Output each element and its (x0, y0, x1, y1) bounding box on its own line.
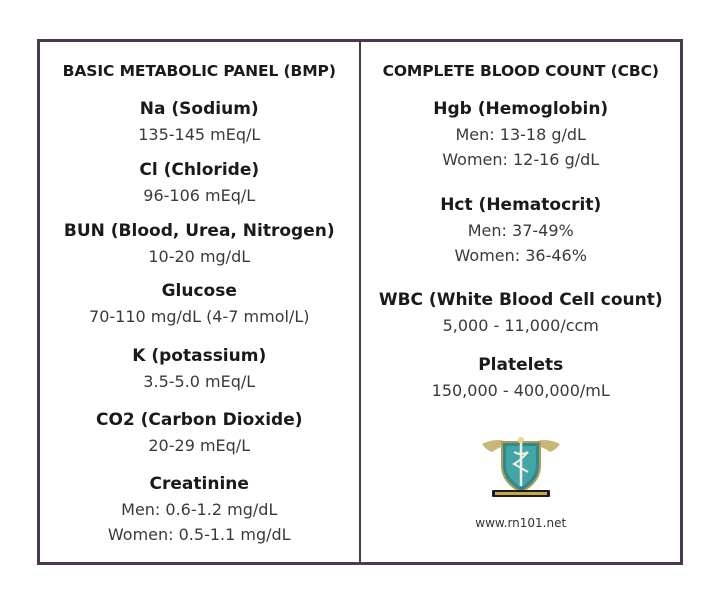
caduceus-shield-logo-icon (478, 432, 564, 502)
cbc-column (361, 42, 680, 562)
item-value: 3.5-5.0 mEq/L (143, 372, 256, 391)
website-url: www.rn101.net (475, 516, 567, 530)
item-name: K (potassium) (132, 346, 267, 366)
item-name: CO2 (Carbon Dioxide) (95, 410, 303, 430)
item-value: Men: 0.6-1.2 mg/dL (121, 500, 278, 519)
item-value: Men: 37-49% (467, 221, 574, 240)
cbc-item-hemoglobin (361, 97, 680, 172)
item-name: Platelets (478, 355, 564, 375)
item-value: Women: 12-16 g/dL (442, 150, 600, 169)
item-name: Cl (Chloride) (139, 160, 260, 180)
item-name: Hgb (Hemoglobin) (433, 99, 609, 119)
cbc-item-wbc (361, 288, 680, 338)
cbc-item-hematocrit (361, 193, 680, 268)
item-value: 150,000 - 400,000/mL (431, 381, 610, 400)
item-name: Glucose (161, 281, 237, 301)
item-name: Creatinine (149, 474, 249, 494)
bmp-item-chloride (40, 158, 359, 208)
item-name: Na (Sodium) (139, 99, 259, 119)
item-value: 5,000 - 11,000/ccm (442, 316, 599, 335)
item-value: 96-106 mEq/L (143, 186, 256, 205)
item-value: Women: 36-46% (454, 246, 587, 265)
bmp-item-potassium (40, 344, 359, 394)
bmp-item-co2 (40, 408, 359, 458)
item-value: 10-20 mg/dL (148, 247, 251, 266)
item-name: WBC (White Blood Cell count) (378, 290, 663, 310)
item-name: BUN (Blood, Urea, Nitrogen) (63, 221, 335, 241)
bmp-column (40, 42, 359, 562)
bmp-item-bun (40, 219, 359, 269)
bmp-item-creatinine (40, 472, 359, 547)
item-value: Women: 0.5-1.1 mg/dL (107, 525, 291, 544)
item-value: 20-29 mEq/L (148, 436, 251, 455)
lab-values-card (37, 39, 683, 565)
item-name: Hct (Hematocrit) (440, 195, 602, 215)
bmp-item-sodium (40, 97, 359, 147)
cbc-heading: COMPLETE BLOOD COUNT (CBC) (382, 62, 659, 80)
bmp-heading: BASIC METABOLIC PANEL (BMP) (62, 62, 336, 80)
item-value: 135-145 mEq/L (138, 125, 261, 144)
bmp-item-glucose (40, 279, 359, 329)
cbc-item-platelets (361, 353, 680, 403)
item-value: Men: 13-18 g/dL (455, 125, 586, 144)
item-value: 70-110 mg/dL (4-7 mmol/L) (89, 307, 310, 326)
